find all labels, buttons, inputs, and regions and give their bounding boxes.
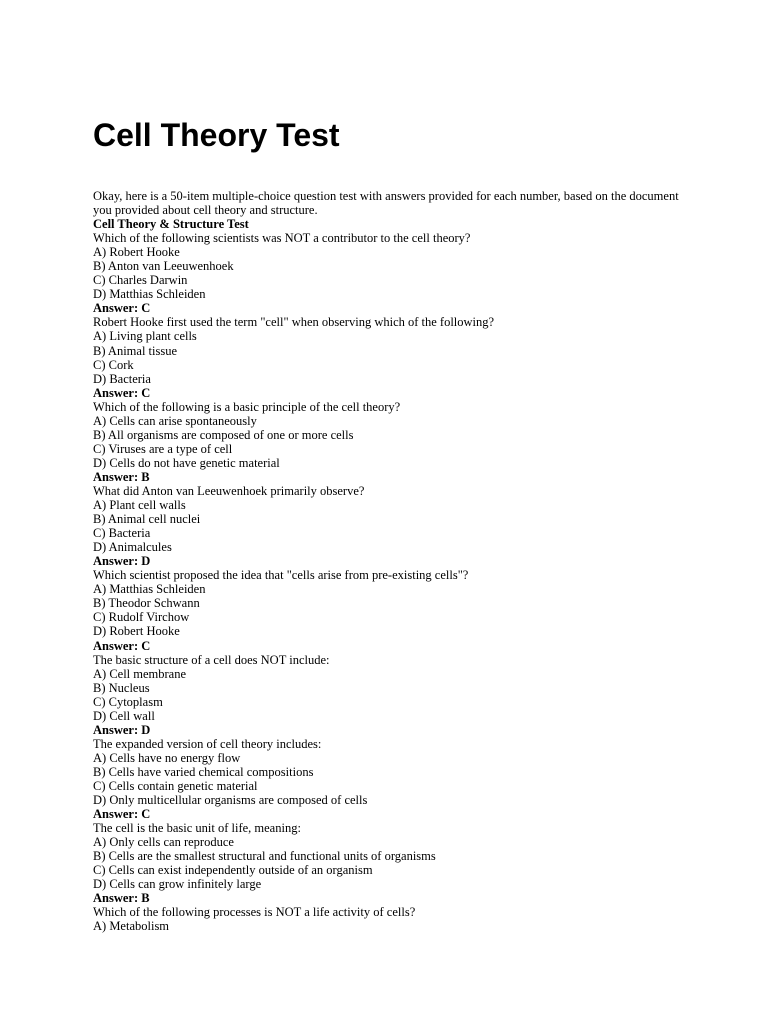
question-text: What did Anton van Leeuwenhoek primarily observe? [93,483,365,498]
answer-text: Answer: B [93,469,150,484]
option-a: A) Only cells can reproduce [93,835,234,850]
question-text: Which of the following scientists was NOT a contributor to the cell theory? [93,231,471,246]
option-c: C) Charles Darwin [93,273,188,288]
option-c: C) Cytoplasm [93,694,163,709]
option-d: D) Animalcules [93,540,172,555]
answer-text: Answer: D [93,722,151,737]
option-c: C) Viruses are a type of cell [93,441,233,456]
option-a: A) Plant cell walls [93,498,186,513]
question-block [93,484,683,568]
option-b: B) All organisms are composed of one or more cells [93,427,354,442]
option-c: C) Cells contain genetic material [93,778,258,793]
option-a: A) Robert Hooke [93,245,180,260]
option-c: C) Cells can exist independently outside of an organism [93,863,373,878]
answer-text: Answer: B [93,891,150,906]
intro-paragraph: Okay, here is a 50-item multiple-choice question test with answers provided for each number, based on the document you provided about cell theory and structure. [93,189,679,218]
option-d: D) Bacteria [93,371,151,386]
question-block [93,315,683,399]
option-d: D) Matthias Schleiden [93,287,206,302]
option-a: A) Cell membrane [93,666,187,681]
question-block [93,568,683,652]
answer-text: Answer: C [93,807,151,822]
option-b: B) Cells have varied chemical compositions [93,764,314,779]
question-text: The cell is the basic unit of life, meaning: [93,821,301,836]
option-c: C) Cork [93,357,134,372]
option-a: A) Cells have no energy flow [93,750,241,765]
question-block [93,231,683,315]
option-d: D) Only multicellular organisms are composed of cells [93,793,368,808]
section-heading: Cell Theory & Structure Test [93,217,249,232]
option-a: A) Cells can arise spontaneously [93,413,257,428]
question-text: Which of the following is a basic principle of the cell theory? [93,399,401,414]
option-c: C) Rudolf Virchow [93,610,190,625]
question-block [93,653,683,737]
option-d: D) Cells can grow infinitely large [93,877,262,892]
option-c: C) Bacteria [93,526,151,541]
question-block [93,905,683,933]
option-a: A) Metabolism [93,919,170,934]
question-text: The basic structure of a cell does NOT include: [93,652,330,667]
question-text: Which of the following processes is NOT a life activity of cells? [93,905,416,920]
option-d: D) Cells do not have genetic material [93,455,280,470]
question-text: Robert Hooke first used the term "cell" when observing which of the following? [93,315,495,330]
answer-text: Answer: C [93,638,151,653]
document-title: Cell Theory Test [93,117,340,153]
option-b: B) Theodor Schwann [93,596,200,611]
option-a: A) Living plant cells [93,329,197,344]
question-text: Which scientist proposed the idea that "cells arise from pre-existing cells"? [93,568,469,583]
option-a: A) Matthias Schleiden [93,582,206,597]
option-b: B) Anton van Leeuwenhoek [93,259,234,274]
document-body [93,189,683,933]
option-b: B) Cells are the smallest structural and functional units of organisms [93,849,436,864]
question-text: The expanded version of cell theory includes: [93,736,322,751]
option-d: D) Cell wall [93,708,155,723]
option-b: B) Animal tissue [93,343,178,358]
question-block [93,400,683,484]
question-block [93,737,683,821]
answer-text: Answer: C [93,301,151,316]
answer-text: Answer: C [93,385,151,400]
question-block [93,821,683,905]
option-d: D) Robert Hooke [93,624,180,639]
option-b: B) Animal cell nuclei [93,512,201,527]
option-b: B) Nucleus [93,680,150,695]
answer-text: Answer: D [93,554,151,569]
